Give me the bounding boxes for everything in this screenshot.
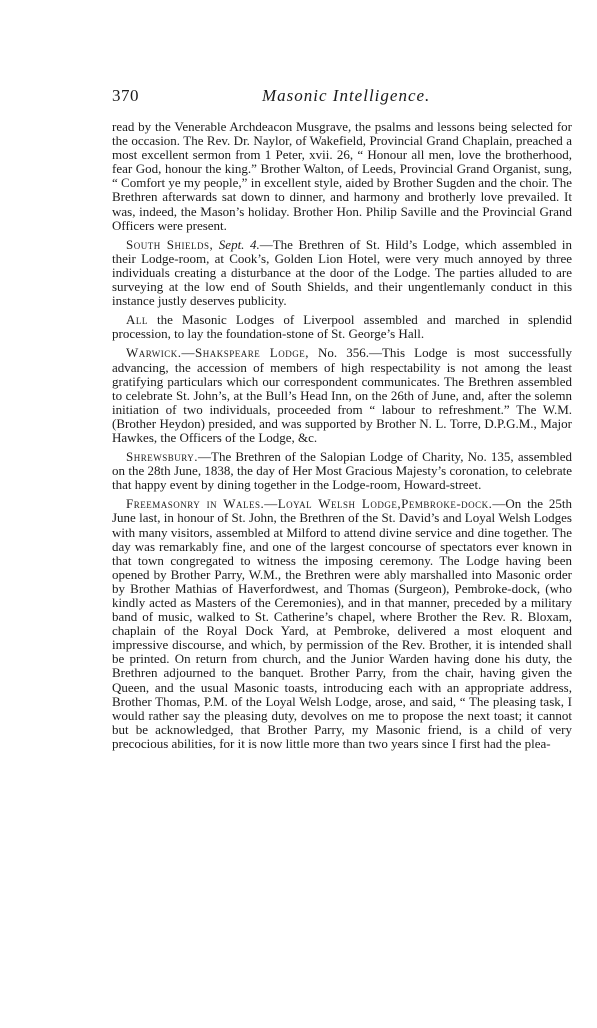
paragraph-liverpool xyxy=(112,313,572,341)
paragraph-lead: Freemasonry in Wales.—Loyal Welsh Lodge,Pembroke-dock. xyxy=(126,496,493,512)
paragraph-wales xyxy=(112,497,572,751)
paragraph-lead: South Shields, xyxy=(126,236,214,252)
paragraph-date: Sept. 4. xyxy=(218,236,260,252)
paragraph-text: the Masonic Lodges of Liverpool assembled and marched in splendid procession, to lay the foundation-stone of St. George’s Hall. xyxy=(112,312,572,342)
paragraph-text: —The Brethren of the Salopian Lodge of Charity, No. 135, assembled on the 28th June, 1838, the day of Her Most Gracious Majesty’s coronation, to celebrate that happy event by dining together in the Lodge-room, Howard-street. xyxy=(112,449,572,493)
paragraph-shrewsbury xyxy=(112,450,572,492)
paragraph-south-shields xyxy=(112,238,572,308)
running-title: Masonic Intelligence. xyxy=(262,86,431,105)
paragraph-lead: All xyxy=(126,312,148,328)
paragraph-text: read by the Venerable Archdeacon Musgrave, the psalms and lessons being selected for the occasion. The Rev. Dr. Naylor, of Wakefield, Provincial Grand Chaplain, preached a most excellent sermon from 1 Peter, xvii. 26, “ Honour all men, love the brotherhood, fear God, honour the king.” Brother Walton, of Leeds, Provincial Grand Organist, sung, “ Comfort ye my people,” in excellent style, aided by Brother Sugden and the choir. The Brethren afterwards sat down to dinner, and harmony and brotherly love prevailed. It was, indeed, the Mason’s holiday. Brother Hon. Philip Saville and the Provincial Grand Officers were present. xyxy=(112,119,572,233)
paragraph-warwick xyxy=(112,346,572,445)
paragraph-text: —On the 25th June last, in honour of St. John, the Brethren of the St. David’s and Loyal Welsh Lodges with many visitors, assembled at Milford to attend divine service and dine together. The day was remarkably fine, and one of the largest concourse of spectators ever known in that town congregated to witness the imposing ceremony. The Lodge having been opened by Brother Parry, W.M., the Brethren were ably marshalled into Masonic order by Brother Mathias of Haverfordwest, and Thomas (Surgeon), Pembroke-dock, (who kindly acted as Masters of the Ceremonies), and in that manner, preceded by a military band of music, walked to St. Catherine’s chapel, where Brother the Rev. R. Bloxam, chaplain of the Royal Dock Yard, at Pembroke, delivered a most eloquent and impressive discourse, and which, by permission of the Rev. Brother, it is intended shall be printed. On return from church, and the Junior Warden having done his duty, the Brethren adjourned to the banquet. Brother Parry, from the chair, having given the Queen, and the usual Masonic toasts, introducing each with an appropriate address, Brother Thomas, P.M. of the Loyal Welsh Lodge, arose, and said, “ The pleasing task, I would rather say the pleasing duty, devolves on me to propose the next toast; it cannot but be acknowledged, that Brother Parry, my Masonic friend, is a child of very precocious abilities, for it is now little more than two years since I first had the plea- xyxy=(112,496,572,751)
article-body xyxy=(112,120,572,756)
page-number: 370 xyxy=(112,86,139,105)
paragraph-lead: Warwick.—Shakspeare Lodge, xyxy=(126,345,309,361)
paragraph-text: No. 356.—This Lodge is most successfully advancing, the accession of members of high respectability is not among the least gratifying particulars which our correspondent communicates. The Brethren assembled to celebrate St. John’s, at the Bull’s Head Inn, on the 26th of June, and, after the solemn initiation of two individuals, proceeded from “ labour to refreshment.” The W.M. (Brother Heydon) presided, and was supported by Brother N. L. Torre, D.P.G.M., Major Hawkes, the Officers of the Lodge, &c. xyxy=(112,345,572,445)
paragraph-lead: Shrewsbury. xyxy=(126,449,198,465)
paragraph-york-service xyxy=(112,120,572,233)
page-header xyxy=(112,86,572,110)
paragraph-text: —The Brethren of St. Hild’s Lodge, which assembled in their Lodge-room, at Cook’s, Golden Lion Hotel, were very much annoyed by three individuals creating a disturbance at the door of the Lodge. The parties alluded to are surveying at the low end of South Shields, and their ungentlemanly conduct in this instance justly deserves publicity. xyxy=(112,236,572,309)
